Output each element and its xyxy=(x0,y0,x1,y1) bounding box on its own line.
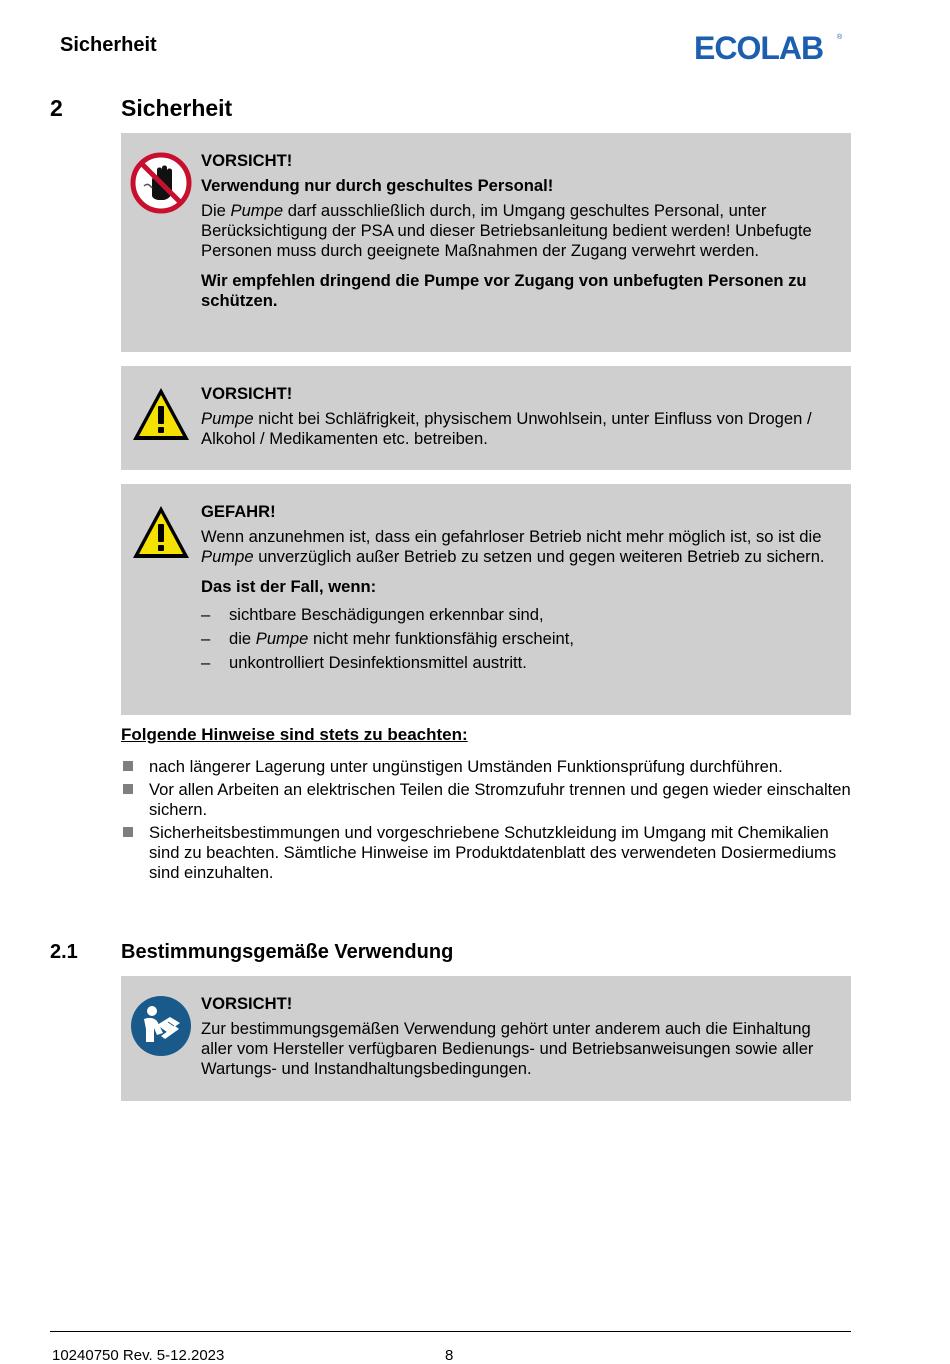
signal-word: VORSICHT! xyxy=(201,384,293,403)
pump-term: Pumpe xyxy=(230,201,284,220)
warning-triangle-icon xyxy=(130,502,192,564)
list-item: nach längerer Lagerung unter ungünstigen Umständen Funktionsprüfung durchführen. xyxy=(121,757,861,777)
warning-box-fitness xyxy=(121,366,851,470)
box-text: Wenn anzunehmen ist, dass ein gefahrloser Betrieb nicht mehr möglich ist, so ist die Pumpe unverzüglich außer Betrieb zu setzen und gegen weiteren Betrieb zu sichern. xyxy=(201,527,825,566)
pump-term: Pumpe xyxy=(201,409,254,428)
footer-divider xyxy=(50,1331,851,1332)
case-title: Das ist der Fall, wenn: xyxy=(201,577,377,596)
warning-box-intended-use xyxy=(121,976,851,1101)
list-item: – unkontrolliert Desinfektionsmittel austritt. xyxy=(201,653,837,673)
signal-word: VORSICHT! xyxy=(201,151,293,170)
recommendation-text: Wir empfehlen dringend die Pumpe vor Zugang von unbefugten Personen zu schützen. xyxy=(201,271,807,310)
notes-list xyxy=(121,757,861,886)
read-manual-icon xyxy=(130,995,192,1057)
warning-triangle-icon xyxy=(130,384,192,446)
no-entry-hand-icon xyxy=(130,152,192,214)
box-headline: Verwendung nur durch geschultes Personal! xyxy=(201,176,554,195)
page-number: 8 xyxy=(445,1347,454,1364)
logo-text: ECOLAB xyxy=(694,30,824,64)
warning-box-trained-personnel xyxy=(121,133,851,352)
list-item: Vor allen Arbeiten an elektrischen Teilen die Stromzufuhr trennen und gegen wieder einschalten sichern. xyxy=(121,780,861,820)
subsection-title: Bestimmungsgemäße Verwendung xyxy=(121,941,454,963)
pump-term: Pumpe xyxy=(201,547,254,566)
subsection-number: 2.1 xyxy=(50,941,78,963)
signal-word: GEFAHR! xyxy=(201,502,276,521)
danger-box-shutdown xyxy=(121,484,851,715)
running-header: Sicherheit xyxy=(60,34,157,56)
ecolab-logo xyxy=(694,30,844,64)
list-item: – sichtbare Beschädigungen erkennbar sind, xyxy=(201,605,837,625)
case-list xyxy=(201,605,837,673)
list-item: Sicherheitsbestimmungen und vorgeschriebene Schutzkleidung im Umgang mit Chemikalien sind zu beachten. Sämtliche Hinweise im Produktdatenblatt des verwendeten Dosiermediums sind einzuhalten. xyxy=(121,823,861,883)
box-text: Zur bestimmungsgemäßen Verwendung gehört unter anderem auch die Einhaltung aller vom Hersteller verfügbaren Bedienungs- und Betriebsanweisungen sowie aller Wartungs- und Instandhaltungsbedingungen. xyxy=(201,1019,814,1078)
document-number: 10240750 Rev. 5-12.2023 xyxy=(52,1347,225,1364)
section-number: 2 xyxy=(50,95,63,121)
registered-mark: ® xyxy=(837,34,843,41)
notes-title: Folgende Hinweise sind stets zu beachten: xyxy=(121,725,468,744)
section-title: Sicherheit xyxy=(121,95,233,121)
box-text: Pumpe nicht bei Schläfrigkeit, physischem Unwohlsein, unter Einfluss von Drogen / Alkohol / Medikamenten etc. betreiben. xyxy=(201,409,812,448)
signal-word: VORSICHT! xyxy=(201,994,293,1013)
box-text: Die Pumpe darf ausschließlich durch, im Umgang geschultes Personal, unter Berücksichtigung der PSA und dieser Betriebsanleitung bedient werden! Unbefugte Personen muss durch geeignete Maßnahmen der Zugang verwehrt werden. xyxy=(201,201,812,260)
list-item: – die Pumpe nicht mehr funktionsfähig erscheint, xyxy=(201,629,837,649)
